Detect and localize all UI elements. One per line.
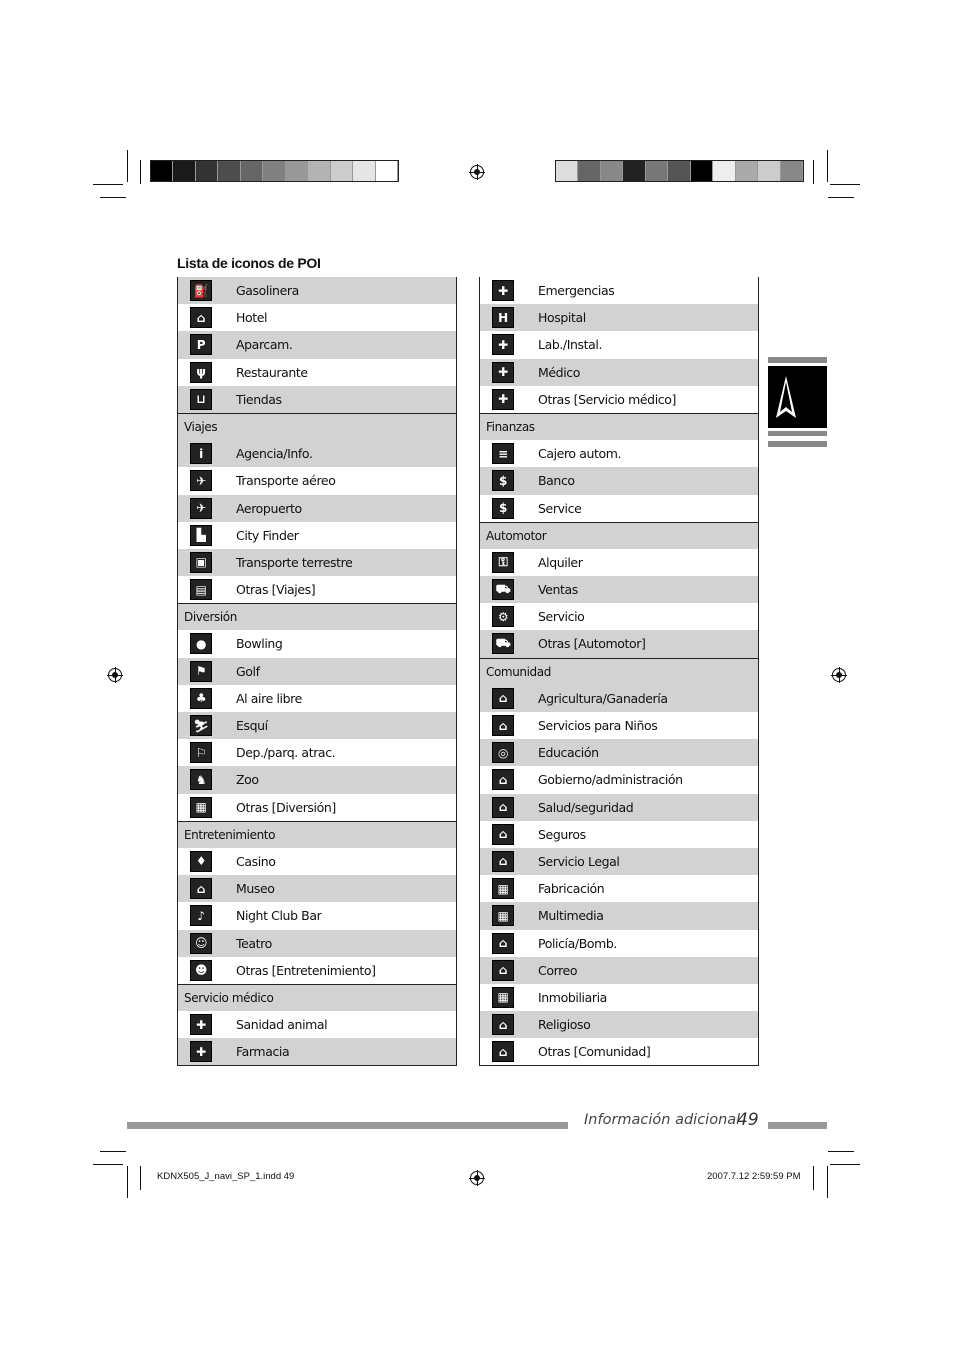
registration-mark <box>470 1171 484 1185</box>
building-icon: ⌂ <box>492 824 514 845</box>
poi-label: Restaurante <box>236 364 308 380</box>
building-icon: ⌂ <box>492 851 514 872</box>
car-service-icon: ⚙ <box>492 606 514 627</box>
poi-row <box>178 848 456 875</box>
poi-row <box>480 277 758 304</box>
poi-label: Dep./parq. atrac. <box>236 745 336 761</box>
poi-row <box>480 821 758 848</box>
color-bar-right <box>555 160 804 182</box>
color-bar-left <box>150 160 399 182</box>
section-header <box>178 984 456 1011</box>
poi-row <box>178 658 456 685</box>
poi-row <box>178 1038 456 1065</box>
airplane-icon: ✈ <box>190 470 212 491</box>
poi-label: Otras [Servicio médico] <box>538 391 676 407</box>
hotel-icon: ⌂ <box>190 307 212 328</box>
office-building-icon: ▦ <box>492 878 514 899</box>
poi-label: Al aire libre <box>236 690 302 706</box>
entertainment-other-icon: ☻ <box>190 960 212 981</box>
building-icon: ⌂ <box>492 797 514 818</box>
poi-row <box>480 304 758 331</box>
poi-label: Zoo <box>236 772 259 788</box>
poi-label: Médico <box>538 364 581 380</box>
poi-label: Hospital <box>538 310 586 326</box>
car-icon: ⛟ <box>492 633 514 654</box>
medical-cross-icon: ✚ <box>190 1014 212 1035</box>
section-header <box>480 658 758 685</box>
poi-row <box>480 875 758 902</box>
crop-mark <box>140 1166 141 1190</box>
section-header-label: Automotor <box>486 528 547 543</box>
poi-row <box>480 467 758 494</box>
navigation-arrow-icon <box>768 366 827 428</box>
poi-label: Aparcam. <box>236 337 293 353</box>
building-icon: ⌂ <box>492 688 514 709</box>
crop-mark <box>100 197 126 198</box>
poi-row <box>480 1011 758 1038</box>
medical-cross-icon: ✚ <box>492 362 514 383</box>
train-icon: ▣ <box>190 552 212 573</box>
ski-icon: ⛷ <box>190 715 212 736</box>
poi-row <box>178 386 456 413</box>
poi-label: Otras [Viajes] <box>236 582 316 598</box>
building-icon: ⌂ <box>492 1014 514 1035</box>
restaurant-icon: ψ <box>190 362 212 383</box>
crop-mark <box>813 1166 814 1190</box>
registration-mark <box>470 165 484 179</box>
section-header <box>480 522 758 549</box>
section-header-label: Servicio médico <box>184 990 274 1005</box>
crop-mark <box>830 184 860 185</box>
crop-mark <box>828 1151 854 1152</box>
car-icon: ⛟ <box>492 579 514 600</box>
poi-label: Aeropuerto <box>236 500 302 516</box>
poi-row <box>178 712 456 739</box>
poi-row <box>480 1038 758 1065</box>
outdoor-icon: ♣ <box>190 688 212 709</box>
crop-mark <box>830 1164 860 1165</box>
poi-row <box>480 794 758 821</box>
poi-label: Lab./Instal. <box>538 337 603 353</box>
medical-cross-icon: ✚ <box>492 280 514 301</box>
nightclub-icon: ♪ <box>190 905 212 926</box>
poi-label: Religioso <box>538 1017 591 1033</box>
info-icon: i <box>190 443 212 464</box>
registration-mark <box>832 668 846 682</box>
poi-label: Fabricación <box>538 881 605 897</box>
poi-label: Otras [Diversión] <box>236 799 336 815</box>
crop-mark <box>100 1151 126 1152</box>
poi-label: Night Club Bar <box>236 908 322 924</box>
poi-label: Casino <box>236 853 276 869</box>
poi-row <box>480 495 758 522</box>
poi-row <box>178 1011 456 1038</box>
amusement-park-icon: ⚐ <box>190 742 212 763</box>
crop-mark <box>140 160 141 184</box>
poi-label: Transporte aéreo <box>236 473 336 489</box>
side-tab-bar <box>768 431 827 436</box>
side-tab-bar <box>768 357 827 363</box>
poi-row <box>480 739 758 766</box>
poi-label: City Finder <box>236 527 299 543</box>
poi-row <box>178 739 456 766</box>
poi-label: Servicios para Niños <box>538 718 658 733</box>
crop-mark <box>813 160 814 184</box>
office-building-icon: ▦ <box>492 987 514 1008</box>
poi-row <box>178 522 456 549</box>
poi-row <box>178 766 456 793</box>
poi-label: Museo <box>236 881 275 897</box>
poi-row <box>480 712 758 739</box>
education-icon: ◎ <box>492 742 514 763</box>
atm-icon: ≡ <box>492 443 514 464</box>
poi-row <box>480 603 758 630</box>
poi-label: Cajero autom. <box>538 446 622 462</box>
poi-label: Servicio Legal <box>538 853 620 869</box>
zoo-icon: ♞ <box>190 769 212 790</box>
building-icon: ⌂ <box>492 933 514 954</box>
crop-mark <box>127 1166 128 1198</box>
poi-icon-table-right <box>479 277 759 1066</box>
bank-icon: $ <box>492 470 514 491</box>
airport-icon: ✈ <box>190 498 212 519</box>
poi-row <box>480 331 758 358</box>
poi-label: Agricultura/Ganadería <box>538 690 668 706</box>
footer-rule <box>127 1122 568 1129</box>
building-icon: ⌂ <box>492 715 514 736</box>
crop-mark <box>827 1166 828 1198</box>
crop-mark <box>93 1164 123 1165</box>
section-header-label: Viajes <box>184 419 218 434</box>
poi-label: Seguros <box>538 826 586 842</box>
poi-label: Banco <box>538 473 575 489</box>
poi-label: Esquí <box>236 718 268 733</box>
poi-row <box>480 359 758 386</box>
crop-mark <box>127 150 128 182</box>
poi-label: Hotel <box>236 310 268 326</box>
poi-row <box>480 902 758 929</box>
section-header <box>178 413 456 440</box>
poi-row <box>178 794 456 821</box>
poi-label: Agencia/Info. <box>236 446 313 462</box>
poi-label: Farmacia <box>236 1044 290 1060</box>
section-header-label: Diversión <box>184 610 237 625</box>
casino-icon: ♦ <box>190 851 212 872</box>
poi-label: Emergencias <box>538 283 615 298</box>
footer-rule <box>768 1122 827 1129</box>
section-header <box>178 603 456 630</box>
poi-label: Correo <box>538 962 578 978</box>
poi-row <box>480 957 758 984</box>
building-icon: ⌂ <box>492 960 514 981</box>
golf-icon: ⚑ <box>190 661 212 682</box>
poi-row <box>480 766 758 793</box>
page-title: Lista de iconos de POI <box>177 255 321 271</box>
page-number: 49 <box>737 1110 759 1130</box>
poi-label: Golf <box>236 663 260 679</box>
poi-label: Inmobiliaria <box>538 989 607 1005</box>
poi-row <box>480 549 758 576</box>
city-icon: ▙ <box>190 525 212 546</box>
suitcase-icon: ▤ <box>190 579 212 600</box>
poi-row <box>480 984 758 1011</box>
crop-mark <box>93 184 123 185</box>
building-icon: ⌂ <box>492 1041 514 1062</box>
poi-label: Service <box>538 500 582 516</box>
poi-label: Multimedia <box>538 908 604 924</box>
poi-label: Educación <box>538 745 599 761</box>
poi-row <box>480 386 758 413</box>
poi-row <box>178 576 456 603</box>
building-icon: ⌂ <box>492 769 514 790</box>
poi-label: Alquiler <box>538 554 583 570</box>
poi-row <box>178 467 456 494</box>
poi-row <box>178 549 456 576</box>
office-building-icon: ▦ <box>492 905 514 926</box>
car-rental-icon: ⚿ <box>492 552 514 573</box>
side-tab-bar <box>768 441 827 447</box>
fuel-icon: ⛽ <box>190 280 212 301</box>
poi-row <box>178 875 456 902</box>
poi-row <box>178 495 456 522</box>
poi-row <box>178 930 456 957</box>
medical-cross-icon: ✚ <box>492 389 514 410</box>
poi-icon-table-left <box>177 277 457 1066</box>
poi-row <box>480 848 758 875</box>
poi-label: Bowling <box>236 636 283 652</box>
hospital-icon: H <box>492 307 514 328</box>
poi-row <box>178 440 456 467</box>
amusement-other-icon: ▦ <box>190 797 212 818</box>
poi-label: Otras [Comunidad] <box>538 1044 651 1060</box>
poi-label: Salud/seguridad <box>538 799 634 815</box>
poi-label: Sanidad animal <box>236 1017 328 1033</box>
poi-row <box>178 304 456 331</box>
poi-label: Teatro <box>236 935 272 951</box>
section-header <box>480 413 758 440</box>
poi-row <box>480 685 758 712</box>
registration-mark <box>108 668 122 682</box>
poi-row <box>480 576 758 603</box>
parking-icon: P <box>190 334 212 355</box>
poi-row <box>178 277 456 304</box>
poi-row <box>178 630 456 657</box>
poi-label: Otras [Automotor] <box>538 636 646 652</box>
bank-icon: $ <box>492 498 514 519</box>
poi-label: Policía/Bomb. <box>538 935 618 951</box>
theater-icon: ☺ <box>190 933 212 954</box>
poi-row <box>178 685 456 712</box>
medical-cross-icon: ✚ <box>492 334 514 355</box>
poi-row <box>480 630 758 657</box>
poi-row <box>480 930 758 957</box>
poi-label: Otras [Entretenimiento] <box>236 962 376 978</box>
poi-row <box>178 957 456 984</box>
section-header-label: Finanzas <box>486 419 535 434</box>
slug-timestamp: 2007.7.12 2:59:59 PM <box>707 1171 801 1182</box>
bowling-icon: ● <box>190 633 212 654</box>
poi-row <box>178 359 456 386</box>
footer-section-title: Información adicional <box>584 1112 741 1128</box>
poi-label: Gobierno/administración <box>538 772 683 788</box>
crop-mark <box>827 150 828 182</box>
poi-row <box>178 902 456 929</box>
section-header-label: Comunidad <box>486 664 551 679</box>
poi-label: Gasolinera <box>236 283 299 298</box>
crop-mark <box>828 197 854 198</box>
poi-label: Transporte terrestre <box>236 554 353 570</box>
poi-label: Ventas <box>538 582 578 598</box>
medical-cross-icon: ✚ <box>190 1041 212 1062</box>
section-header <box>178 821 456 848</box>
poi-row <box>480 440 758 467</box>
slug-file: KDNX505_J_navi_SP_1.indd 49 <box>157 1171 295 1182</box>
museum-icon: ⌂ <box>190 878 212 899</box>
poi-row <box>178 331 456 358</box>
poi-label: Tiendas <box>236 391 282 407</box>
section-header-label: Entretenimiento <box>184 827 276 842</box>
poi-label: Servicio <box>538 609 585 625</box>
shopping-cart-icon: ⊔ <box>190 389 212 410</box>
